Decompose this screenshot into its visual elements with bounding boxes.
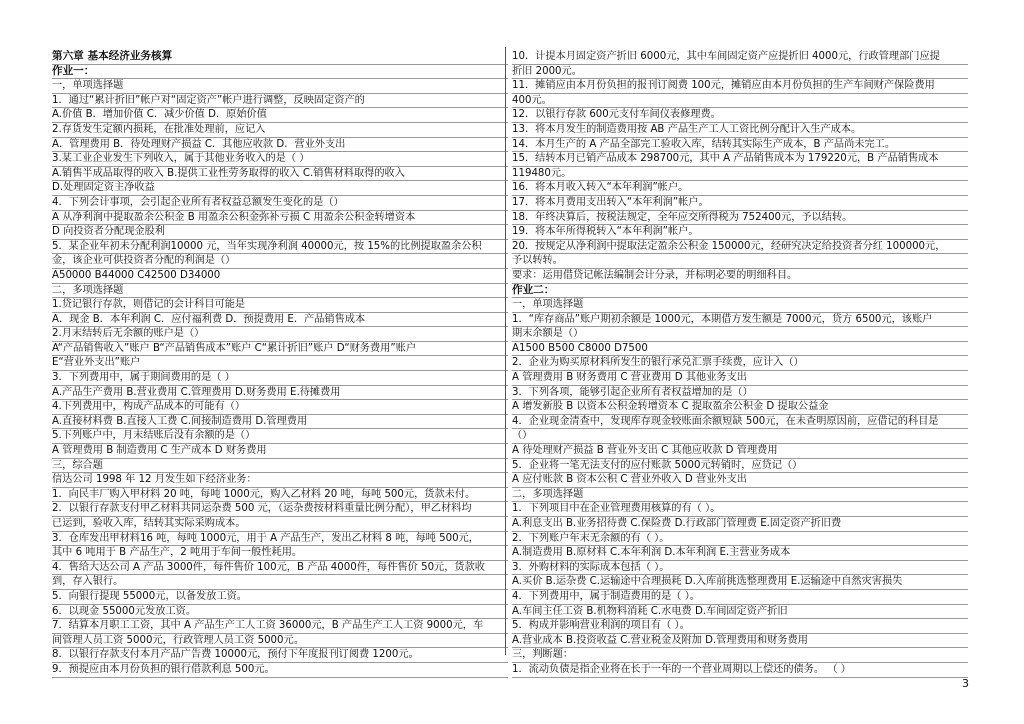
right-column-line: A.利息支出 B.业务招待费 C.保险费 D.行政部门管理费 E.固定资产折旧费: [512, 517, 968, 532]
right-column-line: 1．下列项目中在企业管理费用核算的有（ ）。: [512, 502, 968, 517]
left-column-line: 第六章 基本经济业务核算: [52, 50, 508, 65]
right-column-line: A.买价 B.运杂费 C.运输途中合理损耗 D.入库前挑选整理费用 E.运输途中自然灾害损失: [512, 575, 968, 590]
right-column-line: A.营业成本 B.投资收益 C.营业税金及附加 D.管理费用和财务费用: [512, 634, 968, 649]
right-column-line: 16．将本月收入转入“本年利润”帐户。: [512, 181, 968, 196]
right-column-line: A 管理费用 B 财务费用 C 营业费用 D 其他业务支出: [512, 371, 968, 386]
right-column-line: 1．“库存商品”账户期初余额是 1000元，本期借方发生额是 7000元，贷方 6500元，该账户: [512, 313, 968, 328]
right-column-line: 一，单项选择题: [512, 298, 968, 313]
right-column-line: 三，判断题：: [512, 648, 968, 663]
right-column-line: A.制造费用 B.原材料 C.本年利润 D.本年利润 E.主营业务成本: [512, 546, 968, 561]
right-column-line: 15．结转本月已销产品成本 298700元，其中 A 产品销售成本为 179220元，B 产品销售成本: [512, 152, 968, 167]
left-column-line: 6．以现金 55000元发放工资。: [52, 605, 508, 620]
left-column-line: 4．售给大达公司 A 产品 3000件，每件售价 100元，B 产品 4000件，每件售价 50元，货款收: [52, 561, 508, 576]
right-column-line: 二，多项选择题: [512, 488, 968, 503]
left-column-line: A50000 B44000 C42500 D34000: [52, 269, 508, 284]
right-column-line: 期末余额是（）: [512, 327, 968, 342]
left-column-line: 8．以银行存款支付本月产品广告费 10000元，预付下年度报刊订阅费 1200元。: [52, 648, 508, 663]
left-column-line: 2.存货发生定额内损耗，在批准处理前，应记入: [52, 123, 508, 138]
right-column-line: 1．流动负债是指企业将在长于一年的一个营业周期以上偿还的债务。 （ ）: [512, 663, 968, 678]
left-column-line: 信达公司 1998 年 12 月发生如下经济业务：: [52, 473, 508, 488]
left-column-line: A.产品生产费用 B.营业费用 C.管理费用 D.财务费用 E.待摊费用: [52, 386, 508, 401]
left-column-line: 5．某企业年初未分配利润10000 元，当年实现净利润 40000元，按 15%的比例提取盈余公积: [52, 240, 508, 255]
right-column-line: 2．下列账户年末无余额的有（ ）。: [512, 532, 968, 547]
left-column-line: 7．结算本月职工工资，其中 A 产品生产工人工资 36000元，B 产品生产工人工资 9000元，车: [52, 619, 508, 634]
right-column-line: A1500 B500 C8000 D7500: [512, 342, 968, 357]
left-column-line: 一，单项选择题: [52, 79, 508, 94]
left-column-line: A.销售半成品取得的收入 B.提供工业性劳务取得的收入 C.销售材料取得的收入: [52, 167, 508, 182]
left-column-line: 1．通过“累计折旧”帐户对“固定资产”帐户进行调整，反映固定资产的: [52, 94, 508, 109]
left-column-line: A.直接材料费 B.直接人工费 C.间接制造费用 D.管理费用: [52, 415, 508, 430]
left-column-line: 5.下列账户中，月末结账后没有余额的是（）: [52, 429, 508, 444]
right-column-line: 13．将本月发生的制造费用按 AB 产品生产工人工资比例分配计入生产成本。: [512, 123, 968, 138]
left-column-line: 作业一：: [52, 65, 508, 80]
right-column-line: A 待处理财产损益 B 营业外支出 C 其他应收款 D 管理费用: [512, 444, 968, 459]
right-column-line: （）: [512, 429, 968, 444]
left-column-line: 3．下列费用中，属于期间费用的是（ ）: [52, 371, 508, 386]
right-column-line: 3．下列各项，能够引起企业所有者权益增加的是（）: [512, 386, 968, 401]
right-column-line: A.车间主任工资 B.机物料消耗 C.水电费 D.车间固定资产折旧: [512, 605, 968, 620]
left-column-line: 5．向银行提现 55000元，以备发放工资。: [52, 590, 508, 605]
right-column-line: 119480元。: [512, 167, 968, 182]
column-divider: [505, 47, 506, 655]
left-column-line: A.价值 B．增加价值 C．减少价值 D．原始价值: [52, 108, 508, 123]
right-column-line: 17．将本月费用支出转入“本年利润”帐户。: [512, 196, 968, 211]
right-column-line: 14．本月生产的 A 产品全部完工验收入库，结转其实际生产成本，B 产品尚未完工。: [512, 138, 968, 153]
right-column-line: 2．企业为购买原材料所发生的银行承兑汇票手续费，应计入（）: [512, 356, 968, 371]
left-column-line: A．现金 B．本年利润 C．应付福利费 D．预提费用 E．产品销售成本: [52, 313, 508, 328]
left-column-line: E“营业外支出”账户: [52, 356, 508, 371]
left-column-line: 二，多项选择题: [52, 284, 508, 299]
left-column-line: 2.月末结转后无余额的账户是（）: [52, 327, 508, 342]
right-column-line: 予以转转。: [512, 254, 968, 269]
right-column-line: 3．外购材料的实际成本包括（ ）。: [512, 561, 968, 576]
left-column: [52, 50, 508, 678]
right-column-line: 5．企业将一笔无法支付的应付账款 5000元转销时，应贷记（）: [512, 459, 968, 474]
left-column-line: 4．下列会计事项，会引起企业所有者权益总额发生变化的是（）: [52, 196, 508, 211]
right-column-line: 10．计提本月固定资产折旧 6000元，其中车间固定资产应提折旧 4000元，行政管理部门应提: [512, 50, 968, 65]
right-column-line: 18．年终决算后，按税法规定，全年应交所得税为 752400元，予以结转。: [512, 211, 968, 226]
right-column-line: 折旧 2000元。: [512, 65, 968, 80]
left-column-line: 1．向民丰厂购入甲材料 20 吨，每吨 1000元，购入乙材料 20 吨，每吨 500元，货款未付。: [52, 488, 508, 503]
page-number: 3: [962, 677, 969, 690]
left-column-line: 1.贷记银行存款，则借记的会计科目可能是: [52, 298, 508, 313]
left-column-line: A 管理费用 B 制造费用 C 生产成本 D 财务费用: [52, 444, 508, 459]
left-column-line: D.处理固定资主净收益: [52, 181, 508, 196]
left-column-line: A“产品销售收入”账户 B“产品销售成本”账户 C“累计折旧”账户 D“财务费用”账户: [52, 342, 508, 357]
left-column-line: D 向投资者分配现金股利: [52, 225, 508, 240]
right-column-line: 11．摊销应由本月份负担的报刊订阅费 100元，摊销应由本月份负担的生产车间财产保险费用: [512, 79, 968, 94]
left-column-line: 4.下列费用中，构成产品成本的可能有（）: [52, 400, 508, 415]
right-column-line: 20．按规定从净利润中提取法定盈余公积金 150000元，经研究决定给投资者分红 100000元，: [512, 240, 968, 255]
left-column-line: 已运到，验收入库，结转其实际采购成本。: [52, 517, 508, 532]
left-column-line: 2．以银行存款支付甲乙材料共同运杂费 500 元，（运杂费按材料重量比例分配），甲乙材料均: [52, 502, 508, 517]
left-column-line: 其中 6 吨用于 B 产品生产，2 吨用于车间一般性耗用。: [52, 546, 508, 561]
left-column-line: A 从净利润中提取盈余公积金 B 用盈余公积金弥补亏损 C 用盈余公积金转增资本: [52, 211, 508, 226]
right-column-line: 作业二：: [512, 284, 968, 299]
right-column-line: A 增发新股 B 以资本公积金转增资本 C 提取盈余公积金 D 提取公益金: [512, 400, 968, 415]
left-column-line: 9．预提应由本月份负担的银行借款利息 500元。: [52, 663, 508, 678]
left-column-line: 3.某工业企业发生下列收入，属于其他业务收入的是（ ）: [52, 152, 508, 167]
left-column-line: 间管理人员工资 5000元，行政管理人员工资 5000元。: [52, 634, 508, 649]
right-column-line: 12．以银行存款 600元支付车间仪表修理费。: [512, 108, 968, 123]
left-column-line: 三，综合题: [52, 459, 508, 474]
right-column-line: 4．下列费用中，属于制造费用的是（ ）。: [512, 590, 968, 605]
left-column-line: 3．仓库发出甲材料16 吨，每吨 1000元，用于 A 产品生产，发出乙材料 8 吨，每吨 500元，: [52, 532, 508, 547]
right-column-line: A 应付账款 B 资本公积 C 营业外收入 D 营业外支出: [512, 473, 968, 488]
right-column-line: 19．将本年所得税转入“本年利润”帐户。: [512, 225, 968, 240]
left-column-line: A．管理费用 B．待处理财产损益 C．其他应收款 D．营业外支出: [52, 138, 508, 153]
left-column-line: 到，存入银行。: [52, 575, 508, 590]
right-column: [512, 50, 968, 678]
right-column-line: 要求：运用借贷记帐法编制会计分录，并标明必要的明细科目。: [512, 269, 968, 284]
right-column-line: 4．企业现金清查中，发现库存现金较账面余额短缺 500元，在未查明原因前，应借记的科目是: [512, 415, 968, 430]
left-column-line: 金，该企业可供投资者分配的利润是（）: [52, 254, 508, 269]
right-column-line: 5．构成并影响营业利润的项目有（ ）。: [512, 619, 968, 634]
right-column-line: 400元。: [512, 94, 968, 109]
